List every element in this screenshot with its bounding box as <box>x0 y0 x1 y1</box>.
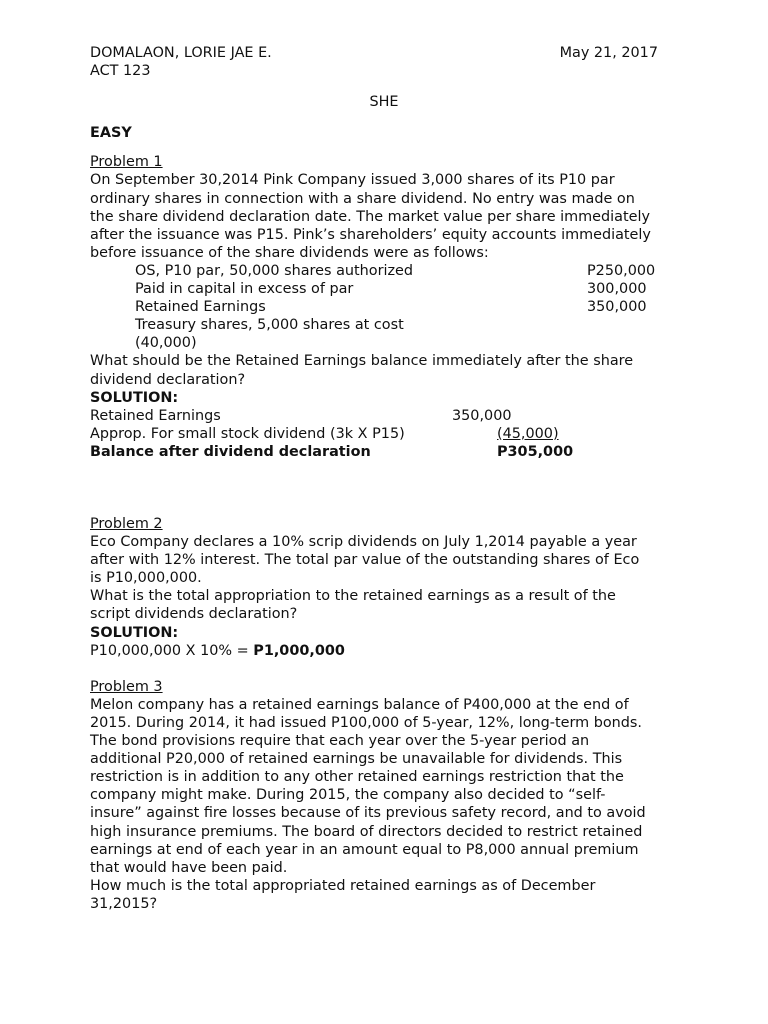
problem-2-text-line: after with 12% interest. The total par value of the outstanding shares of Eco <box>90 552 640 569</box>
account-row <box>90 280 690 298</box>
problem-1-text-line: after the issuance was P15. Pink’s shareholders’ equity accounts immediately <box>90 226 651 243</box>
problem-3-heading: Problem 3 <box>90 678 163 695</box>
problem-1-question-line: dividend declaration? <box>90 371 246 388</box>
problem-3-text-line: insure” against fire losses because of its previous safety record, and to avoid <box>90 805 646 822</box>
solution-row-label: Approp. For small stock dividend (3k X P15) <box>90 425 405 442</box>
account-label: Retained Earnings <box>135 299 266 316</box>
problem-3-text-line: Melon company has a retained earnings balance of P400,000 at the end of <box>90 696 629 713</box>
header-line-1 <box>90 44 690 62</box>
student-name: DOMALAON, LORIE JAE E. <box>90 45 272 61</box>
solution-row-label: Retained Earnings <box>90 407 221 424</box>
problem-2-heading: Problem 2 <box>90 515 163 532</box>
problem-1-heading: Problem 1 <box>90 154 163 171</box>
solution-row <box>90 407 690 425</box>
problem-1-text-line: the share dividend declaration date. The market value per share immediately <box>90 208 650 225</box>
problem-2-text-line: is P10,000,000. <box>90 570 202 587</box>
solution-result: P1,000,000 <box>253 642 345 659</box>
problem-2-solution <box>90 642 690 660</box>
problem-3-text-line: high insurance premiums. The board of directors decided to restrict retained <box>90 823 643 840</box>
solution-expression: P10,000,000 X 10% = <box>90 642 254 659</box>
problem-3-text-line: 2015. During 2014, it had issued P100,000 of 5-year, 12%, long-term bonds. <box>90 715 642 731</box>
solution-row <box>90 443 690 461</box>
solution-row <box>90 425 690 443</box>
problem-3-text-line: that would have been paid. <box>90 859 288 876</box>
solution-row-amount: 350,000 <box>452 407 512 424</box>
solution-row-label: Balance after dividend declaration <box>90 443 371 460</box>
problem-3-text-line: The bond provisions require that each year over the 5-year period an <box>90 733 590 750</box>
account-amount: 300,000 <box>587 281 647 298</box>
account-label: OS, P10 par, 50,000 shares authorized <box>135 262 414 279</box>
solution-row-amount: P305,000 <box>497 443 574 460</box>
account-label: Paid in capital in excess of par <box>135 281 354 298</box>
problem-3-text-line: earnings at end of each year in an amount equal to P8,000 annual premium <box>90 841 639 858</box>
solution-label: SOLUTION: <box>90 624 179 641</box>
problem-2-text-line: Eco Company declares a 10% scrip dividends on July 1,2014 payable a year <box>90 534 637 551</box>
account-label: (40,000) <box>135 335 197 352</box>
account-row <box>90 316 690 334</box>
problem-3-text-line: 31,2015? <box>90 895 158 912</box>
problem-3-text-line: restriction is in addition to any other retained earnings restriction that the <box>90 769 624 786</box>
account-row <box>90 262 690 280</box>
solution-row-amount: (45,000) <box>497 425 559 442</box>
document-page <box>90 44 690 913</box>
solution-label: SOLUTION: <box>90 389 179 406</box>
problem-3-text-line: additional P20,000 of retained earnings be unavailable for dividends. This <box>90 751 623 768</box>
problem-1-text-line: ordinary shares in connection with a share dividend. No entry was made on <box>90 190 635 207</box>
problem-2-text-line: What is the total appropriation to the retained earnings as a result of the <box>90 588 616 605</box>
section-heading: EASY <box>90 125 132 142</box>
account-row <box>90 334 690 352</box>
account-amount: 350,000 <box>587 299 647 316</box>
problem-1-question-line: What should be the Retained Earnings balance immediately after the share <box>90 353 634 370</box>
problem-2-text-line: script dividends declaration? <box>90 606 298 623</box>
account-row <box>90 298 690 316</box>
document-title: SHE <box>369 94 399 111</box>
problem-3-text-line: How much is the total appropriated retained earnings as of December <box>90 877 596 894</box>
account-amount: P250,000 <box>587 262 656 279</box>
course-code: ACT 123 <box>90 63 151 80</box>
document-date: May 21, 2017 <box>559 45 658 61</box>
problem-3-text-line: company might make. During 2015, the company also decided to “self- <box>90 787 606 804</box>
problem-1-text-line: On September 30,2014 Pink Company issued 3,000 shares of its P10 par <box>90 172 615 189</box>
account-label: Treasury shares, 5,000 shares at cost <box>135 317 404 334</box>
problem-1-text-line: before issuance of the share dividends were as follows: <box>90 244 489 261</box>
